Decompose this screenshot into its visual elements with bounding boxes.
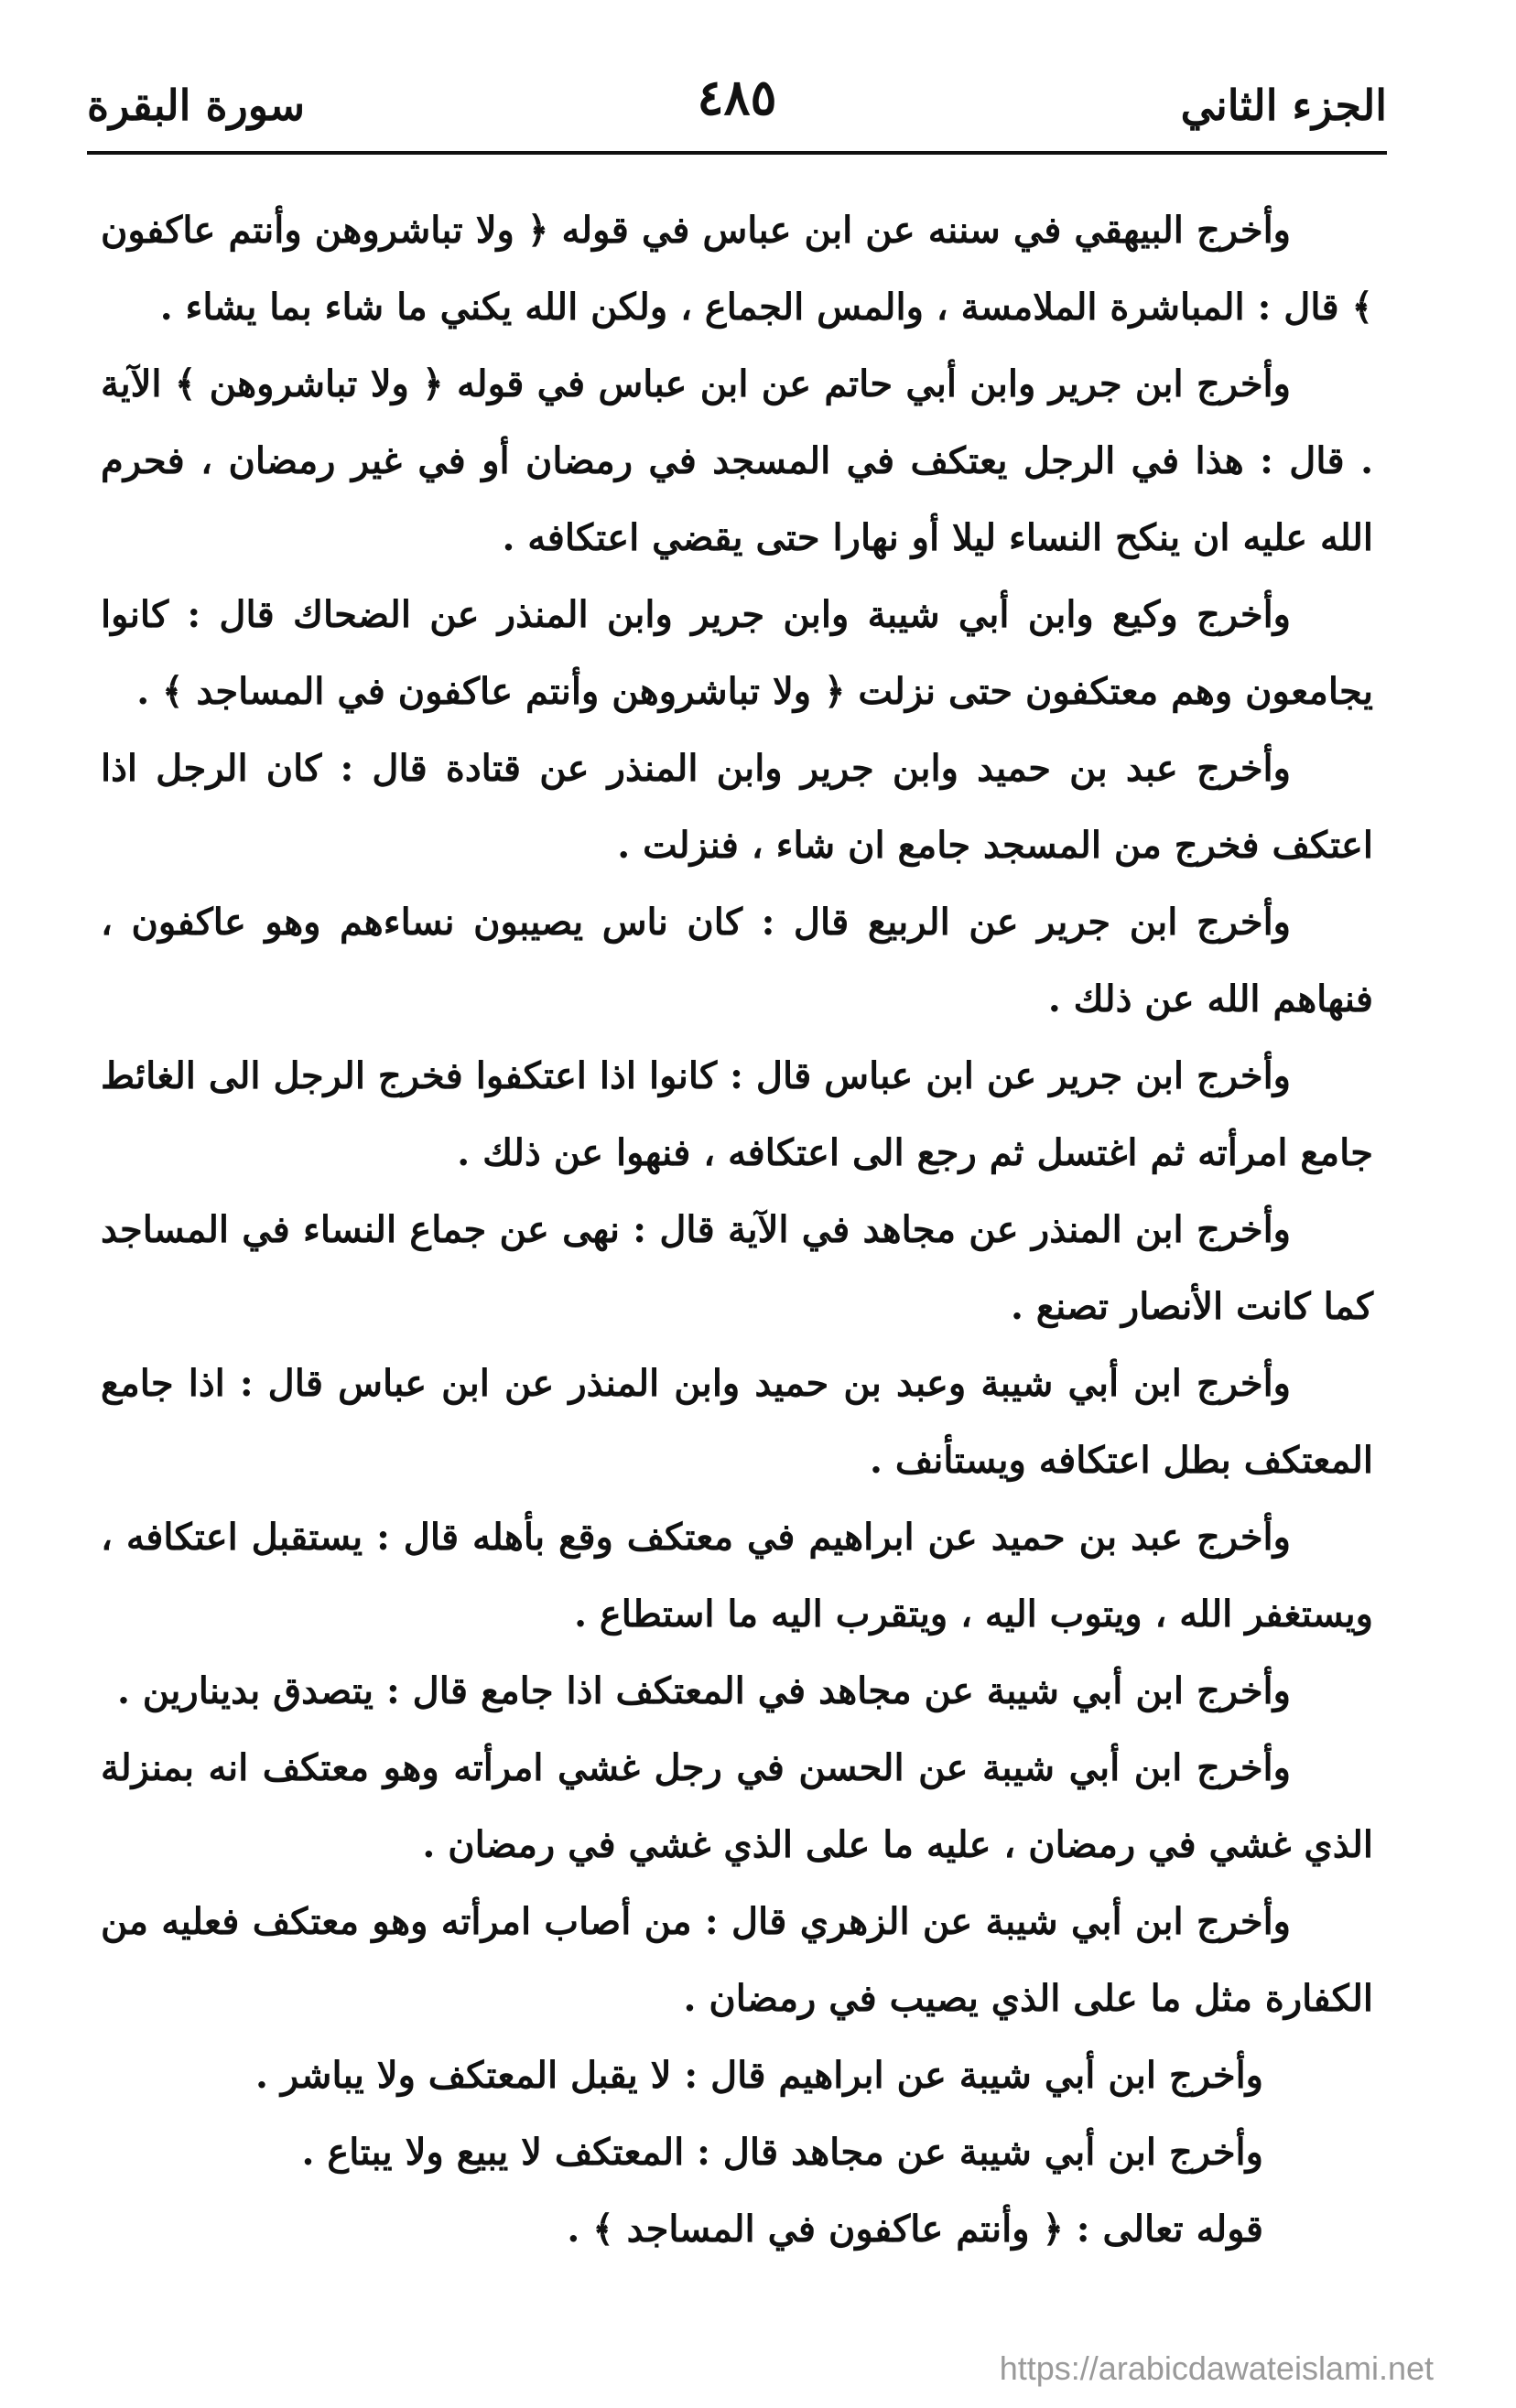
paragraph: قوله تعالى : ﴿ وأنتم عاكفون في المساجد ﴾ . xyxy=(567,2208,1263,2251)
paragraph: وأخرج ابن أبي شيبة عن الزهري قال : من أصاب امرأته وهو معتكف فعليه من الكفارة مثل ما على الذي يصيب في رمضان . xyxy=(101,1900,1373,2020)
page-number: ٤٨٥ xyxy=(697,68,777,126)
paragraph: وأخرج ابن أبي شيبة عن مجاهد قال : المعتكف لا يبيع ولا يبتاع . xyxy=(301,2131,1263,2174)
paragraph: وأخرج ابن أبي شيبة عن الحسن في رجل غشي امرأته وهو معتكف انه بمنزلة الذي غشي في رمضان ، عليه ما على الذي غشي في رمضان . xyxy=(101,1746,1373,1866)
paragraph: وأخرج عبد بن حميد وابن جرير وابن المنذر عن قتادة قال : كان الرجل اذا اعتكف فخرج من المسجد جامع ان شاء ، فنزلت . xyxy=(101,747,1373,867)
volume-label: الجزء الثاني xyxy=(1180,81,1387,130)
paragraph: وأخرج البيهقي في سننه عن ابن عباس في قوله ﴿ ولا تباشروهن وأنتم عاكفون ﴾ قال : المباشرة الملامسة ، والمس الجماع ، ولكن الله يكني ما شاء بما يشاء . xyxy=(101,209,1373,329)
paragraph: وأخرج ابن أبي شيبة عن ابراهيم قال : لا يقبل المعتكف ولا يباشر . xyxy=(255,2054,1263,2097)
paragraph: وأخرج ابن أبي شيبة وعبد بن حميد وابن المنذر عن ابن عباس قال : اذا جامع المعتكف بطل اعتكافه ويستأنف . xyxy=(101,1362,1373,1482)
paragraph: وأخرج ابن جرير عن الربيع قال : كان ناس يصيبون نساءهم وهو عاكفون ، فنهاهم الله عن ذلك . xyxy=(101,901,1373,1020)
source-watermark: https://arabicdawateislami.net xyxy=(999,2349,1434,2387)
page-header xyxy=(87,64,1387,146)
paragraph: وأخرج ابن المنذر عن مجاهد في الآية قال : نهى عن جماع النساء في المساجد كما كانت الأنصار تصنع . xyxy=(101,1208,1373,1328)
paragraph: وأخرج وكيع وابن أبي شيبة وابن جرير وابن المنذر عن الضحاك قال : كانوا يجامعون وهم معتكفون حتى نزلت ﴿ ولا تباشروهن وأنتم عاكفون في المساجد ﴾ . xyxy=(101,593,1373,713)
page-body xyxy=(101,192,1373,2268)
paragraph: وأخرج عبد بن حميد عن ابراهيم في معتكف وقع بأهله قال : يستقبل اعتكافه ، ويستغفر الله ، ويتوب اليه ، ويتقرب اليه ما استطاع . xyxy=(101,1516,1373,1636)
paragraph: وأخرج ابن أبي شيبة عن مجاهد في المعتكف اذا جامع قال : يتصدق بدينارين . xyxy=(116,1669,1291,1712)
paragraph: وأخرج ابن جرير عن ابن عباس قال : كانوا اذا اعتكفوا فخرج الرجل الى الغائط جامع امرأته ثم اغتسل ثم رجع الى اعتكافه ، فنهوا عن ذلك . xyxy=(101,1054,1373,1174)
header-divider xyxy=(87,151,1387,155)
paragraph: وأخرج ابن جرير وابن أبي حاتم عن ابن عباس في قوله ﴿ ولا تباشروهن ﴾ الآية . قال : هذا في الرجل يعتكف في المسجد في رمضان أو في غير رمضان ، فحرم الله عليه ان ينكح النساء ليلا أو نهارا حتى يقضي اعتكافه . xyxy=(101,362,1373,559)
surah-label: سورة البقرة xyxy=(87,81,306,130)
